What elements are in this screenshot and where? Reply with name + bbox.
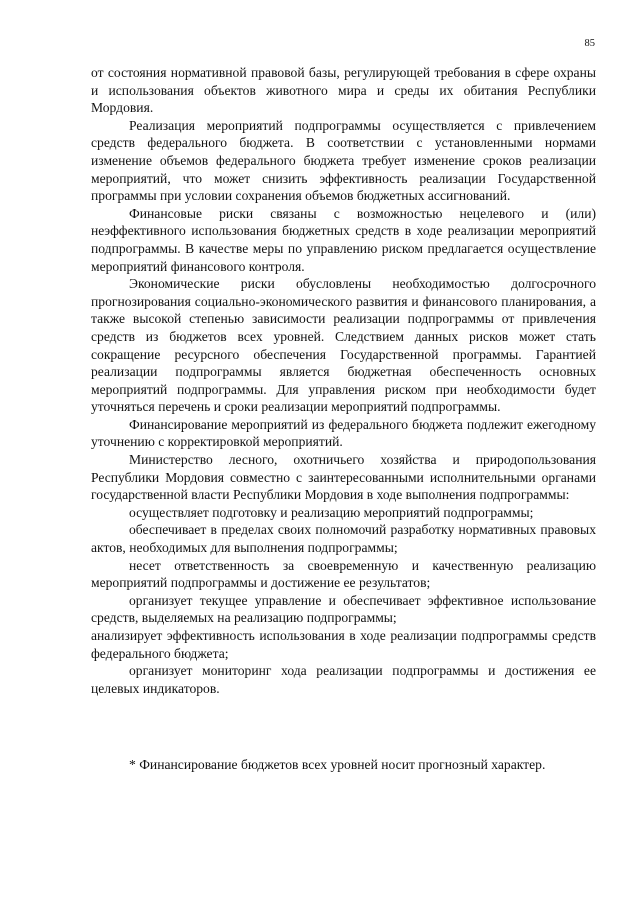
list-item: анализирует эффективность использования в ходе реализации подпрограммы средств федерального бюджета; [91,628,596,661]
list-item: организует текущее управление и обеспечивает эффективное использование средств, выделяемых на реализацию подпрограммы; [91,592,596,626]
paragraph-financial-risks: Финансовые риски связаны с возможностью нецелевого и (или) неэффективного использования бюджетных средств в ходе реализации мероприятий подпрограммы. В качестве меры по управлению риском предлагается осуществление мероприятий финансового контроля. [91,205,596,274]
paragraph-economic-risks: Экономические риски обусловлены необходимостью долгосрочного прогнозирования социально-экономического развития и финансового планирования, а также высокой степенью зависимости реализации подпрограммы от привлечения средств из бюджетов всех уровней. Следствием данных рисков может стать сокращение ресурсного обеспечения Государственной программы. Гарантией реализации подпрограммы является бюджетная обеспеченность основных мероприятий подпрограммы. Для управления риском при необходимости будет уточняться перечень и сроки реализации мероприятий подпрограммы. [91,276,596,415]
list-item: организует мониторинг хода реализации подпрограммы и достижения ее целевых индикаторов. [91,663,596,696]
paragraph-continuation: от состояния нормативной правовой базы, регулирующей требования в сфере охраны и использования объектов животного мира и среды их обитания Республики Мордовия. [91,65,596,116]
body-text [91,64,596,697]
paragraph-implementation: Реализация мероприятий подпрограммы осуществляется с привлечением средств федерального бюджета. В соответствии с установленными нормами изменение объемов федерального бюджета требует изменение сроков реализации мероприятий, что может снизить эффективность реализации Государственной программы при условии сохранения объемов бюджетных ассигнований. [91,117,596,204]
page-number: 85 [584,38,595,49]
list-item: обеспечивает в пределах своих полномочий разработку нормативных правовых актов, необходимых для выполнения подпрограммы; [91,522,596,556]
footnote: * Финансирование бюджетов всех уровней носит прогнозный характер. [129,757,546,772]
list-item: несет ответственность за своевременную и качественную реализацию мероприятий подпрограммы и достижение ее результатов; [91,557,596,591]
list-item: осуществляет подготовку и реализацию мероприятий подпрограммы; [129,504,534,520]
paragraph-ministry: Министерство лесного, охотничьего хозяйства и природопользования Республики Мордовия совместно с заинтересованными исполнительными органами государственной власти Республики Мордовия в ходе выполнения подпрограммы: [91,452,596,503]
paragraph-federal-financing: Финансирование мероприятий из федерального бюджета подлежит ежегодному уточнению с корректировкой мероприятий. [91,416,596,450]
